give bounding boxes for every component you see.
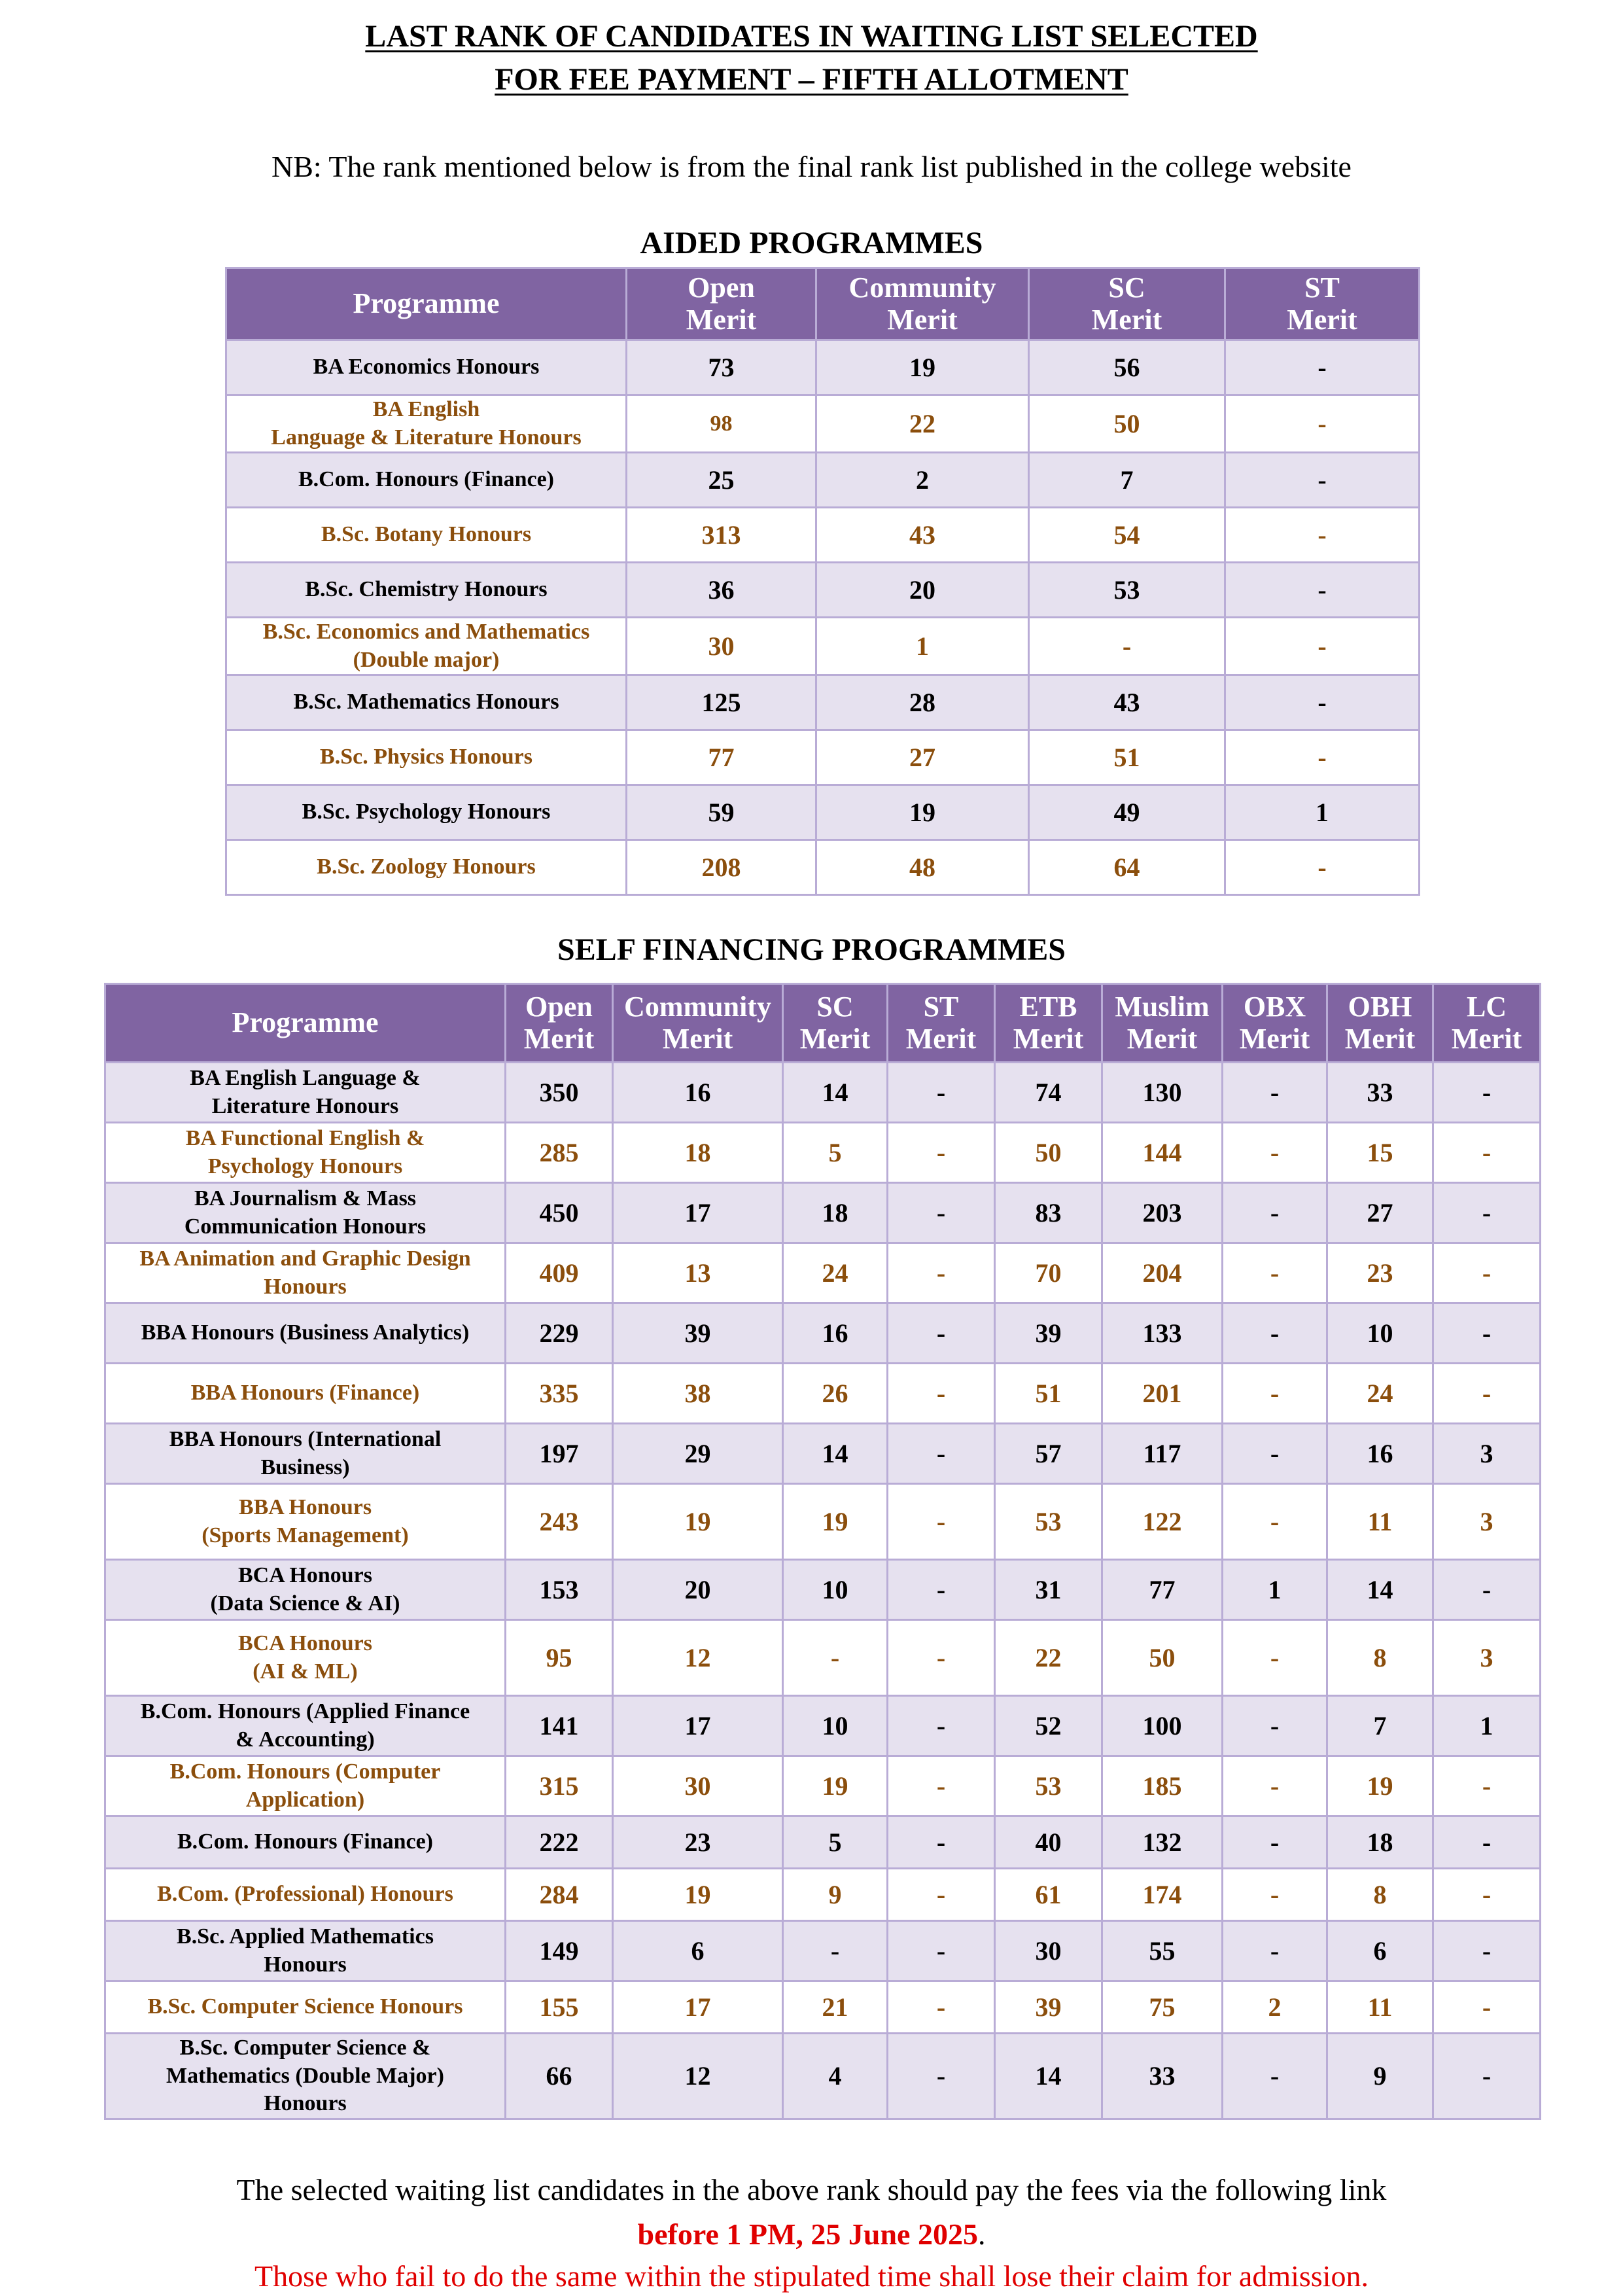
- rank-cell: 1: [1223, 1560, 1327, 1620]
- rank-cell: 14: [1327, 1560, 1433, 1620]
- aided-table-row: [226, 395, 1420, 453]
- rank-cell: -: [1433, 1816, 1541, 1869]
- rank-cell: -: [1433, 1063, 1541, 1123]
- rank-cell: -: [1223, 1869, 1327, 1921]
- self-financing-table-row: [105, 1756, 1541, 1816]
- programme-name: B.Sc. Mathematics Honours: [226, 675, 627, 730]
- rank-cell: 9: [1327, 2034, 1433, 2119]
- rank-cell: 11: [1327, 1484, 1433, 1560]
- rank-cell: -: [1223, 1696, 1327, 1756]
- rank-cell: 56: [1029, 340, 1225, 395]
- programme-name: B.Sc. Physics Honours: [226, 730, 627, 785]
- rank-cell: 51: [1029, 730, 1225, 785]
- rank-cell: 54: [1029, 508, 1225, 563]
- rank-cell: -: [888, 1756, 995, 1816]
- rank-cell: 73: [627, 340, 816, 395]
- self-financing-table-row: [105, 1560, 1541, 1620]
- rank-cell: -: [1223, 1921, 1327, 1981]
- self-financing-table-row: [105, 1123, 1541, 1183]
- rank-cell: 153: [506, 1560, 613, 1620]
- rank-cell: -: [1225, 675, 1420, 730]
- rank-cell: 144: [1102, 1123, 1223, 1183]
- aided-header-community-merit: Community Merit: [816, 268, 1029, 340]
- self-financing-header-lc-merit: LC Merit: [1433, 984, 1541, 1063]
- rank-cell: 83: [995, 1183, 1102, 1243]
- aided-header-programme: Programme: [226, 268, 627, 340]
- rank-cell: 50: [1102, 1620, 1223, 1696]
- rank-cell: 19: [613, 1869, 783, 1921]
- rank-cell: 18: [613, 1123, 783, 1183]
- rank-cell: 75: [1102, 1981, 1223, 2034]
- payment-instruction: The selected waiting list candidates in the above rank should pay the fees via the following link: [236, 2173, 1387, 2206]
- rank-cell: -: [888, 1981, 995, 2034]
- rank-cell: 24: [783, 1243, 888, 1303]
- rank-cell: 43: [816, 508, 1029, 563]
- rank-cell: 51: [995, 1364, 1102, 1424]
- programme-name: BA Animation and Graphic Design Honours: [105, 1243, 506, 1303]
- programme-name: BA Journalism & Mass Communication Honours: [105, 1183, 506, 1243]
- rank-cell: 22: [816, 395, 1029, 453]
- rank-cell: -: [1029, 618, 1225, 675]
- rank-cell: 12: [613, 1620, 783, 1696]
- rank-cell: 3: [1433, 1424, 1541, 1484]
- rank-cell: -: [1225, 618, 1420, 675]
- rank-cell: 450: [506, 1183, 613, 1243]
- self-financing-header-st-merit: ST Merit: [888, 984, 995, 1063]
- aided-table-row: [226, 730, 1420, 785]
- rank-cell: 20: [816, 563, 1029, 618]
- rank-cell: 7: [1327, 1696, 1433, 1756]
- rank-cell: 15: [1327, 1123, 1433, 1183]
- rank-cell: 284: [506, 1869, 613, 1921]
- rank-cell: -: [1223, 1364, 1327, 1424]
- rank-cell: 125: [627, 675, 816, 730]
- rank-cell: 19: [613, 1484, 783, 1560]
- rank-cell: 133: [1102, 1303, 1223, 1364]
- programme-name: BBA Honours (Finance): [105, 1364, 506, 1424]
- programme-name: BCA Honours (Data Science & AI): [105, 1560, 506, 1620]
- rank-cell: 315: [506, 1756, 613, 1816]
- rank-cell: 27: [1327, 1183, 1433, 1243]
- rank-cell: 30: [613, 1756, 783, 1816]
- rank-cell: -: [1433, 1921, 1541, 1981]
- self-financing-table-row: [105, 1869, 1541, 1921]
- rank-cell: 22: [995, 1620, 1102, 1696]
- aided-header-open-merit: Open Merit: [627, 268, 816, 340]
- rank-cell: 30: [627, 618, 816, 675]
- rank-cell: 10: [783, 1696, 888, 1756]
- rank-cell: 5: [783, 1123, 888, 1183]
- rank-cell: 38: [613, 1364, 783, 1424]
- aided-table-row: [226, 840, 1420, 895]
- rank-cell: 61: [995, 1869, 1102, 1921]
- programme-name: B.Sc. Psychology Honours: [226, 785, 627, 840]
- rank-cell: 17: [613, 1183, 783, 1243]
- rank-cell: 25: [627, 453, 816, 508]
- rank-cell: 6: [1327, 1921, 1433, 1981]
- rank-cell: 9: [783, 1869, 888, 1921]
- rank-cell: 50: [995, 1123, 1102, 1183]
- rank-cell: -: [1433, 1981, 1541, 2034]
- rank-cell: 201: [1102, 1364, 1223, 1424]
- self-financing-table-row: [105, 1620, 1541, 1696]
- rank-cell: 16: [1327, 1424, 1433, 1484]
- rank-cell: 39: [995, 1303, 1102, 1364]
- rank-cell: -: [1223, 1484, 1327, 1560]
- self-financing-header-community-merit: Community Merit: [613, 984, 783, 1063]
- rank-cell: 43: [1029, 675, 1225, 730]
- rank-cell: 33: [1102, 2034, 1223, 2119]
- rank-cell: 33: [1327, 1063, 1433, 1123]
- rank-cell: 122: [1102, 1484, 1223, 1560]
- rank-cell: -: [1433, 1364, 1541, 1424]
- aided-header-row: [226, 268, 1420, 340]
- rank-cell: -: [888, 1620, 995, 1696]
- rank-cell: 8: [1327, 1620, 1433, 1696]
- rank-cell: -: [888, 1303, 995, 1364]
- payment-deadline: before 1 PM, 25 June 2025: [637, 2217, 978, 2251]
- programme-name: B.Sc. Computer Science & Mathematics (Double Major) Honours: [105, 2034, 506, 2119]
- rank-cell: 23: [1327, 1243, 1433, 1303]
- self-financing-table: [104, 983, 1541, 2120]
- self-financing-table-row: [105, 1303, 1541, 1364]
- rank-cell: -: [1433, 1869, 1541, 1921]
- self-financing-table-row: [105, 1243, 1541, 1303]
- programme-name: BBA Honours (International Business): [105, 1424, 506, 1484]
- aided-header-st-merit: ST Merit: [1225, 268, 1420, 340]
- aided-table-row: [226, 618, 1420, 675]
- rank-cell: 2: [1223, 1981, 1327, 2034]
- programme-name: B.Sc. Applied Mathematics Honours: [105, 1921, 506, 1981]
- self-financing-header-row: [105, 984, 1541, 1063]
- rank-cell: 39: [613, 1303, 783, 1364]
- rank-cell: 335: [506, 1364, 613, 1424]
- rank-cell: -: [1223, 1183, 1327, 1243]
- programme-name: BCA Honours (AI & ML): [105, 1620, 506, 1696]
- self-financing-header-obh-merit: OBH Merit: [1327, 984, 1433, 1063]
- rank-cell: -: [888, 1869, 995, 1921]
- rank-cell: 19: [816, 340, 1029, 395]
- rank-cell: 23: [613, 1816, 783, 1869]
- rank-cell: 19: [783, 1756, 888, 1816]
- rank-cell: -: [1433, 2034, 1541, 2119]
- rank-cell: 100: [1102, 1696, 1223, 1756]
- aided-table-row: [226, 563, 1420, 618]
- programme-name: B.Com. (Professional) Honours: [105, 1869, 506, 1921]
- rank-cell: 20: [613, 1560, 783, 1620]
- rank-cell: -: [1433, 1123, 1541, 1183]
- rank-cell: 77: [1102, 1560, 1223, 1620]
- aided-table-row: [226, 675, 1420, 730]
- rank-cell: 31: [995, 1560, 1102, 1620]
- programme-name: B.Com. Honours (Finance): [226, 453, 627, 508]
- rank-cell: -: [888, 1921, 995, 1981]
- rank-cell: 8: [1327, 1869, 1433, 1921]
- rank-cell: 64: [1029, 840, 1225, 895]
- rank-cell: 10: [1327, 1303, 1433, 1364]
- rank-cell: -: [1433, 1756, 1541, 1816]
- rank-cell: -: [1225, 395, 1420, 453]
- rank-cell: -: [888, 1123, 995, 1183]
- rank-cell: 5: [783, 1816, 888, 1869]
- rank-cell: -: [1223, 1303, 1327, 1364]
- rank-cell: 27: [816, 730, 1029, 785]
- rank-cell: -: [1223, 1424, 1327, 1484]
- rank-cell: -: [1223, 1756, 1327, 1816]
- rank-cell: 18: [783, 1183, 888, 1243]
- rank-cell: 40: [995, 1816, 1102, 1869]
- self-financing-header-obx-merit: OBX Merit: [1223, 984, 1327, 1063]
- self-financing-table-row: [105, 1424, 1541, 1484]
- rank-cell: 12: [613, 2034, 783, 2119]
- admission-warning: Those who fail to do the same within the stipulated time shall lose their claim for admission.: [254, 2259, 1369, 2293]
- programme-name: B.Com. Honours (Finance): [105, 1816, 506, 1869]
- document-title-line1: LAST RANK OF CANDIDATES IN WAITING LIST SELECTED: [365, 19, 1258, 54]
- rank-cell: 28: [816, 675, 1029, 730]
- rank-cell: 52: [995, 1696, 1102, 1756]
- rank-cell: 11: [1327, 1981, 1433, 2034]
- programme-name: BBA Honours (Sports Management): [105, 1484, 506, 1560]
- programme-name: B.Sc. Chemistry Honours: [226, 563, 627, 618]
- rank-cell: 53: [995, 1484, 1102, 1560]
- rank-cell: 1: [1433, 1696, 1541, 1756]
- programme-name: BA Functional English & Psychology Honours: [105, 1123, 506, 1183]
- rank-cell: -: [1433, 1183, 1541, 1243]
- rank-cell: -: [888, 1243, 995, 1303]
- rank-cell: 39: [995, 1981, 1102, 2034]
- rank-cell: 1: [1225, 785, 1420, 840]
- self-financing-table-row: [105, 1063, 1541, 1123]
- rank-cell: 3: [1433, 1484, 1541, 1560]
- aided-table-row: [226, 453, 1420, 508]
- self-financing-header-etb-merit: ETB Merit: [995, 984, 1102, 1063]
- rank-cell: -: [1223, 1243, 1327, 1303]
- aided-table-row: [226, 785, 1420, 840]
- self-financing-table-row: [105, 1364, 1541, 1424]
- rank-cell: 70: [995, 1243, 1102, 1303]
- rank-cell: 132: [1102, 1816, 1223, 1869]
- rank-cell: 48: [816, 840, 1029, 895]
- rank-cell: 59: [627, 785, 816, 840]
- rank-cell: 174: [1102, 1869, 1223, 1921]
- programme-name: B.Com. Honours (Computer Application): [105, 1756, 506, 1816]
- rank-cell: 57: [995, 1424, 1102, 1484]
- rank-cell: 29: [613, 1424, 783, 1484]
- rank-cell: 14: [783, 1063, 888, 1123]
- rank-cell: -: [1223, 2034, 1327, 2119]
- rank-cell: -: [783, 1921, 888, 1981]
- rank-cell: 155: [506, 1981, 613, 2034]
- rank-cell: 74: [995, 1063, 1102, 1123]
- rank-cell: -: [888, 2034, 995, 2119]
- rank-cell: 19: [783, 1484, 888, 1560]
- programme-name: B.Com. Honours (Applied Finance & Accounting): [105, 1696, 506, 1756]
- rank-cell: -: [1433, 1560, 1541, 1620]
- programme-name: BA English Language & Literature Honours: [226, 395, 627, 453]
- rank-cell: 16: [613, 1063, 783, 1123]
- aided-table-row: [226, 340, 1420, 395]
- rank-cell: 66: [506, 2034, 613, 2119]
- rank-cell: 117: [1102, 1424, 1223, 1484]
- rank-cell: 17: [613, 1981, 783, 2034]
- rank-cell: -: [888, 1424, 995, 1484]
- rank-cell: 21: [783, 1981, 888, 2034]
- rank-cell: -: [1225, 840, 1420, 895]
- rank-cell: 6: [613, 1921, 783, 1981]
- rank-cell: 19: [1327, 1756, 1433, 1816]
- rank-cell: 4: [783, 2034, 888, 2119]
- self-financing-table-row: [105, 1816, 1541, 1869]
- rank-cell: 17: [613, 1696, 783, 1756]
- rank-cell: 77: [627, 730, 816, 785]
- aided-table-row: [226, 508, 1420, 563]
- rank-cell: 18: [1327, 1816, 1433, 1869]
- rank-cell: -: [1223, 1063, 1327, 1123]
- rank-cell: 229: [506, 1303, 613, 1364]
- programme-name: B.Sc. Botany Honours: [226, 508, 627, 563]
- self-financing-table-row: [105, 2034, 1541, 2119]
- rank-cell: 50: [1029, 395, 1225, 453]
- rank-cell: -: [1223, 1816, 1327, 1869]
- programme-name: BA Economics Honours: [226, 340, 627, 395]
- self-financing-header-programme: Programme: [105, 984, 506, 1063]
- rank-cell: 243: [506, 1484, 613, 1560]
- rank-cell: -: [1223, 1620, 1327, 1696]
- self-financing-table-row: [105, 1696, 1541, 1756]
- rank-cell: 208: [627, 840, 816, 895]
- rank-cell: 53: [995, 1756, 1102, 1816]
- rank-cell: 24: [1327, 1364, 1433, 1424]
- rank-cell: 7: [1029, 453, 1225, 508]
- rank-cell: -: [1223, 1123, 1327, 1183]
- rank-cell: -: [1225, 508, 1420, 563]
- rank-cell: 55: [1102, 1921, 1223, 1981]
- rank-cell: 36: [627, 563, 816, 618]
- rank-cell: -: [1225, 453, 1420, 508]
- rank-note: NB: The rank mentioned below is from the final rank list published in the college website: [271, 150, 1352, 183]
- rank-cell: 141: [506, 1696, 613, 1756]
- rank-cell: 149: [506, 1921, 613, 1981]
- programme-name: B.Sc. Computer Science Honours: [105, 1981, 506, 2034]
- aided-programmes-heading: AIDED PROGRAMMES: [640, 226, 983, 260]
- rank-cell: 14: [783, 1424, 888, 1484]
- rank-cell: -: [888, 1364, 995, 1424]
- self-financing-header-open-merit: Open Merit: [506, 984, 613, 1063]
- self-financing-table-row: [105, 1484, 1541, 1560]
- rank-cell: 185: [1102, 1756, 1223, 1816]
- rank-cell: 222: [506, 1816, 613, 1869]
- rank-cell: 16: [783, 1303, 888, 1364]
- rank-cell: 409: [506, 1243, 613, 1303]
- rank-cell: 285: [506, 1123, 613, 1183]
- rank-cell: 130: [1102, 1063, 1223, 1123]
- rank-cell: 2: [816, 453, 1029, 508]
- rank-cell: 350: [506, 1063, 613, 1123]
- rank-cell: -: [888, 1560, 995, 1620]
- rank-cell: 3: [1433, 1620, 1541, 1696]
- self-financing-header-muslim-merit: Muslim Merit: [1102, 984, 1223, 1063]
- rank-cell: -: [888, 1696, 995, 1756]
- rank-cell: 30: [995, 1921, 1102, 1981]
- rank-cell: 204: [1102, 1243, 1223, 1303]
- rank-cell: -: [888, 1183, 995, 1243]
- rank-cell: 98: [627, 395, 816, 453]
- aided-programmes-table: [225, 267, 1420, 896]
- rank-cell: -: [888, 1484, 995, 1560]
- rank-cell: 203: [1102, 1183, 1223, 1243]
- rank-cell: 1: [816, 618, 1029, 675]
- self-financing-table-row: [105, 1921, 1541, 1981]
- programme-name: B.Sc. Economics and Mathematics (Double major): [226, 618, 627, 675]
- rank-cell: -: [1225, 563, 1420, 618]
- rank-cell: -: [783, 1620, 888, 1696]
- rank-cell: 53: [1029, 563, 1225, 618]
- rank-cell: -: [1225, 730, 1420, 785]
- self-financing-heading: SELF FINANCING PROGRAMMES: [557, 932, 1066, 967]
- rank-cell: -: [1433, 1243, 1541, 1303]
- programme-name: BA English Language & Literature Honours: [105, 1063, 506, 1123]
- self-financing-header-sc-merit: SC Merit: [783, 984, 888, 1063]
- rank-cell: 19: [816, 785, 1029, 840]
- rank-cell: -: [888, 1063, 995, 1123]
- deadline-period: .: [977, 2217, 986, 2251]
- programme-name: B.Sc. Zoology Honours: [226, 840, 627, 895]
- rank-cell: 10: [783, 1560, 888, 1620]
- rank-cell: 95: [506, 1620, 613, 1696]
- self-financing-table-row: [105, 1183, 1541, 1243]
- rank-cell: -: [1225, 340, 1420, 395]
- rank-cell: 49: [1029, 785, 1225, 840]
- rank-cell: -: [888, 1816, 995, 1869]
- aided-header-sc-merit: SC Merit: [1029, 268, 1225, 340]
- rank-cell: 13: [613, 1243, 783, 1303]
- rank-cell: -: [1433, 1303, 1541, 1364]
- rank-cell: 313: [627, 508, 816, 563]
- self-financing-table-row: [105, 1981, 1541, 2034]
- rank-cell: 26: [783, 1364, 888, 1424]
- payment-deadline-line: [0, 2217, 1623, 2252]
- rank-cell: 14: [995, 2034, 1102, 2119]
- document-title-line2: FOR FEE PAYMENT – FIFTH ALLOTMENT: [495, 62, 1128, 97]
- programme-name: BBA Honours (Business Analytics): [105, 1303, 506, 1364]
- rank-cell: 197: [506, 1424, 613, 1484]
